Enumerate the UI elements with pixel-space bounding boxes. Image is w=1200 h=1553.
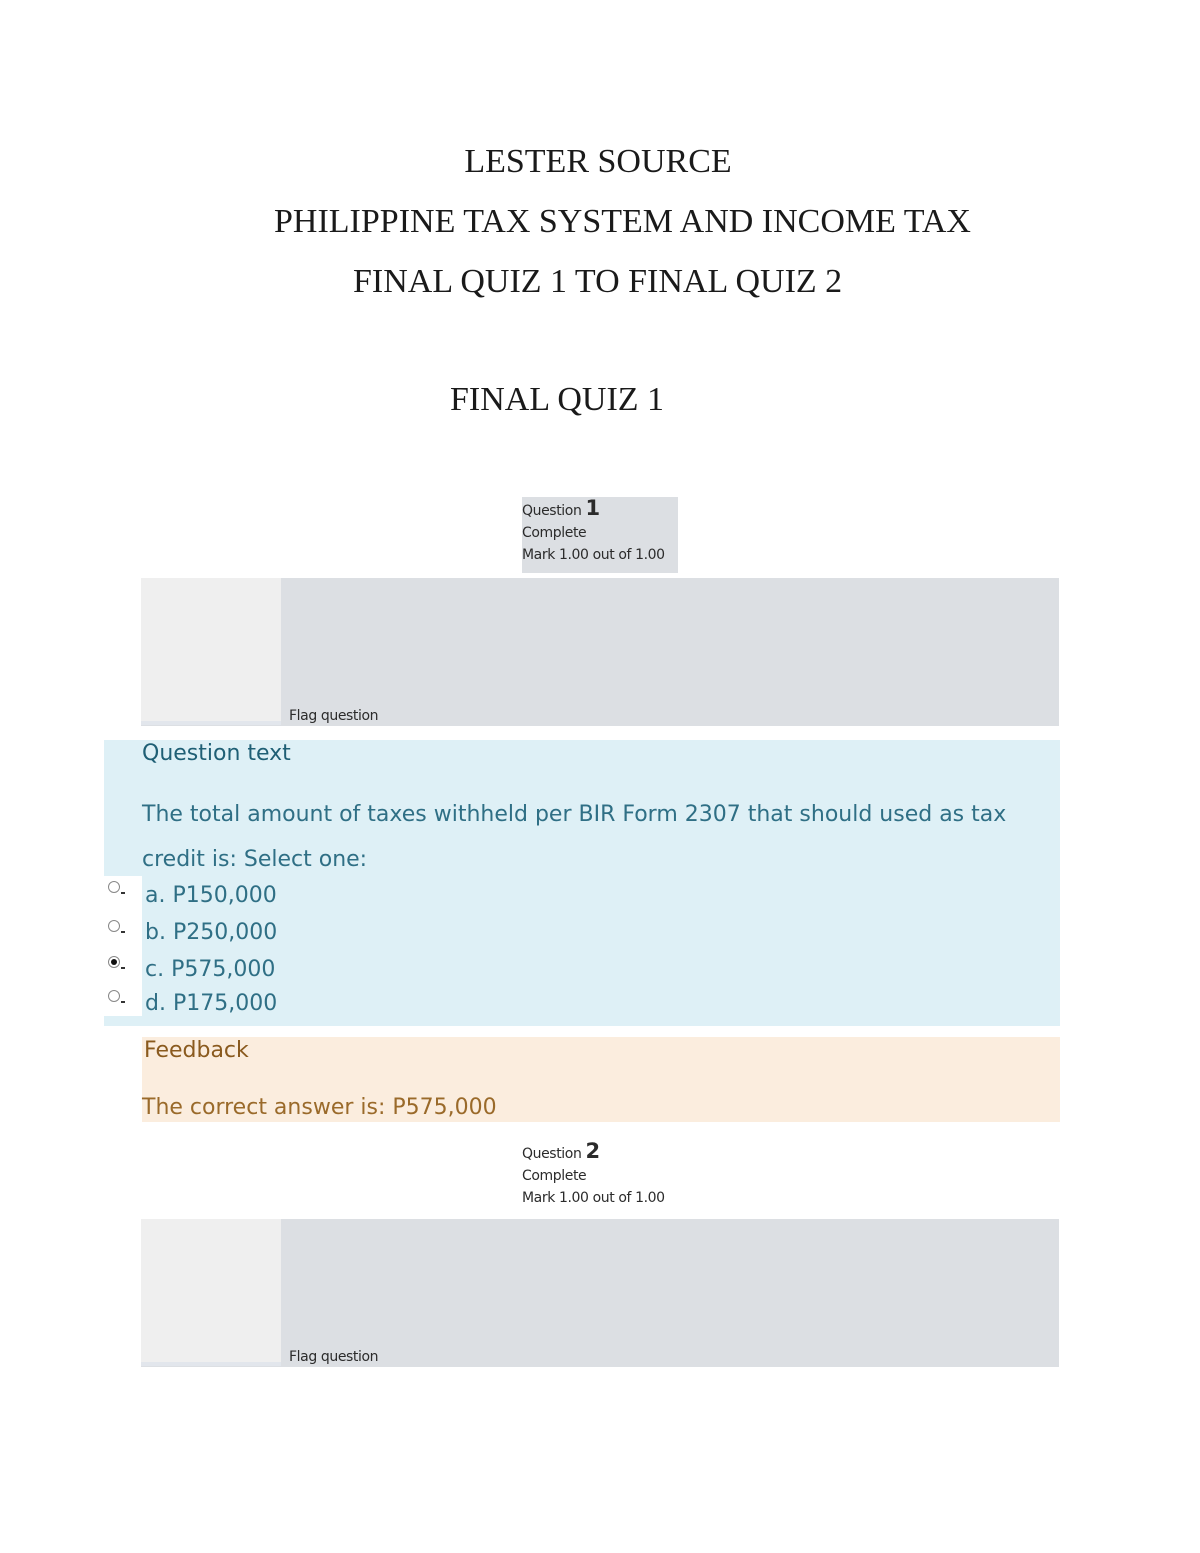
question-status: Complete: [522, 525, 587, 541]
document-title: LESTER SOURCE: [464, 143, 732, 180]
feedback-heading: Feedback: [144, 1038, 249, 1063]
question-1-text-panel: [104, 740, 1060, 1026]
flag-question-link[interactable]: Flag question: [289, 1349, 379, 1365]
question-status: Complete: [522, 1168, 587, 1184]
option-a-label[interactable]: a. P150,000: [145, 883, 277, 908]
course-title: PHILIPPINE TAX SYSTEM AND INCOME TAX: [274, 203, 971, 240]
flag-bar-side: [141, 578, 281, 725]
question-1-info: [522, 497, 678, 573]
radio-tick-icon: [121, 1001, 125, 1003]
question-text-heading: Question text: [142, 741, 291, 766]
option-c-radio[interactable]: [108, 956, 120, 968]
radio-tick-icon: [121, 931, 125, 933]
option-b-radio[interactable]: [108, 920, 120, 932]
option-a-radio[interactable]: [108, 881, 120, 893]
feedback-text: The correct answer is: P575,000: [142, 1095, 497, 1120]
question-1-flag-bar: [141, 578, 1059, 726]
radio-tick-icon: [121, 967, 125, 969]
option-b-label[interactable]: b. P250,000: [145, 920, 278, 945]
question-mark: Mark 1.00 out of 1.00: [522, 547, 665, 563]
question-2-flag-bar: [141, 1219, 1059, 1367]
question-number: 2: [585, 1139, 601, 1163]
question-mark: Mark 1.00 out of 1.00: [522, 1190, 665, 1206]
question-1-feedback-panel: [142, 1037, 1060, 1122]
question-label: Question: [522, 503, 582, 519]
flag-question-link[interactable]: Flag question: [289, 708, 379, 724]
question-2-info: [522, 1140, 678, 1216]
option-c-label[interactable]: c. P575,000: [145, 957, 276, 982]
section-title: FINAL QUIZ 1: [450, 381, 665, 418]
option-d-radio[interactable]: [108, 990, 120, 1002]
flag-bar-side: [141, 1219, 281, 1366]
option-d-label[interactable]: d. P175,000: [145, 991, 278, 1016]
question-text: The total amount of taxes withheld per BIR Form 2307 that should used as tax credit is: Select one:: [142, 802, 1007, 872]
quiz-range-title: FINAL QUIZ 1 TO FINAL QUIZ 2: [353, 263, 843, 300]
question-label: Question: [522, 1146, 582, 1162]
question-number: 1: [585, 496, 601, 520]
radio-tick-icon: [121, 892, 125, 894]
